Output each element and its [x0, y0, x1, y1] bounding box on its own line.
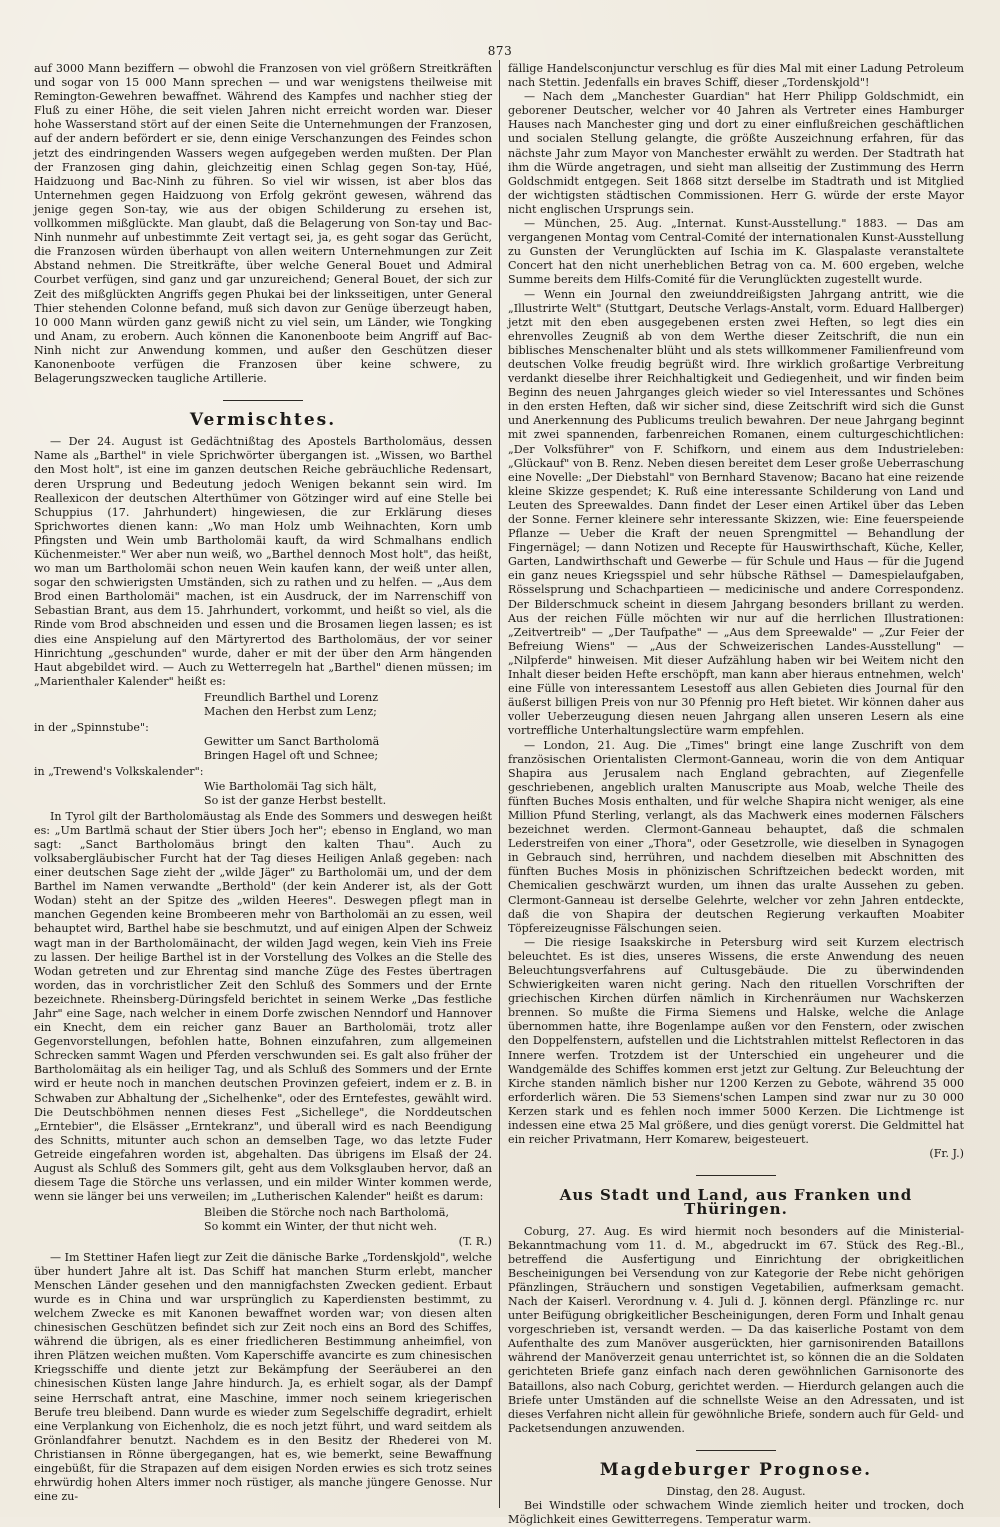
- verse-line: Wie Bartholomäi Tag sich hält,: [204, 779, 377, 793]
- prognose-date: Dinstag, den 28. August.: [666, 1485, 806, 1498]
- article-london-shapira: — London, 21. Aug. Die „Times" bringt eine lange Zuschrift von dem französischen Orientalisten Clermont-Ganneau, worin die von dem Antiquar Shapira aus Jerusalem nach England gebrachten, auf Ziegenfelle geschriebenen, angeblich uralten Manuscripte aus Moab, welche Theile des fünften Buches Mosis enthalten, und für welche Shapira nicht weniger, als eine Million Pfund Sterling, verlangt, als das Machwerk eines modernen Fälschers bezeichnet werden. Clermont-Ganneau behauptet, daß die schmalen Lederstreifen von einer „Thora", oder Gesetzrolle, wie dieselben in Synagogen in Gebrauch sind, herrühren, und nachdem dieselben mit Abschnitten des fünften Buches Mosis in phönizischen Schriftzeichen bedeckt worden, mit Chemicalien geschwärzt wurden, um ihnen das uralte Aussehen zu geben. Clermont-Ganneau ist derselbe Gelehrte, welcher vor zehn Jahren entdeckte, daß die von Shapira der deutschen Regierung verkauften Moabiter Töpfereizeugnisse Fälschungen seien.: [508, 738, 964, 935]
- left-column: [34, 62, 492, 1502]
- article-bartholomaeus: — Der 24. August ist Gedächtnißtag des Apostels Bartholomäus, dessen Name als „Barthel" in viele Sprichwörter übergangen ist. „Wissen, wo Barthel den Most holt", ist eine im ganzen deutschen Reiche gebräuchliche Redensart, deren Ursprung und Bedeutung jedoch Wenigen bekannt sein wird. Im Reallexicon der deutschen Alterthümer von Götzinger wird auf eine Stelle bei Schuppius (17. Jahrhundert) hingewiesen, die zur Erklärung dieses Sprichwortes dienen kann: „Wo man Holz umb Weihnachten, Korn umb Pfingsten und Wein umb Bartholomäi kauft, da wird Schmalhans endlich Küchenmeister." Wer aber nun weiß, wo „Barthel dennoch Most holt", das heißt, wo man um Bartholomäi schon neuen Wein kaufen kann, der weiß unter allen, sogar den schwierigsten Umständen, sich zu rathen und zu helfen. — „Aus dem Brod einen Bartholomäi" machen, ist ein Ausdruck, der im Narrenschiff von Sebastian Brant, aus dem 15. Jahrhundert, vorkommt, und heißt so viel, als die Rinde vom Brod abschneiden und essen und die Brosamen liegen lassen; es ist dies eine Anspielung auf den Märtyrertod des Bartholomäus, der vor seiner Hinrichtung „geschunden" wurde, daher er mit der über den Arm hängenden Haut abgebildet wird. — Auch zu Wetterregeln hat „Barthel" dienen müssen; im „Marienthaler Kalender" heißt es:: [34, 435, 492, 688]
- verse-line: So ist der ganze Herbst bestellt.: [204, 793, 387, 807]
- page-number: 873: [487, 44, 513, 58]
- article-tordenskjold: — Im Stettiner Hafen liegt zur Zeit die dänische Barke „Tordenskjold", welche über hundert Jahre alt ist. Das Schiff hat manchen Sturm erlebt, mancher Menschen Länder gesehen und den mannigfachsten Zwecken gedient. Erbaut wurde es in China und war ursprünglich zu Kaperdiensten bestimmt, zu welchem Zwecke es mit Kanonen bewaffnet worden war; von diesen alten chinesischen Geschützen befindet sich zur Zeit noch eins an Bord des Schiffes, während die übrigen, als es einer friedlicheren Bestimmung anheimfiel, von ihren Plätzen weichen mußten. Vom Kaperschiffe avancirte es zum chinesischen Kriegsschiffe und diente jetzt zur Bekämpfung der Seeräuberei an den chinesischen Küsten lange Jahre hindurch. Ja, es erhielt sogar, als der Dampf seine Herrschaft antrat, eine Maschine, immer noch seinem kriegerischen Berufe treu bleibend. Dann wurde es wieder zum Segelschiffe degradirt, erhielt eine Verplankung von Eichenholz, die es noch jetzt führt, und ward seitdem als Grönlandfahrer benutzt. Nachdem es in den Besitz der Rhederei von M. Christiansen in Rönne übergegangen, hat es, wie bemerkt, seine Bewaffnung eingebüßt, für die Strapazen auf dem eisigen Norden erwies es sich trotz seines ehrwürdig hohen Alters immer noch rüstiger, als manche jüngere Genosse. Nur eine zu-: [34, 1250, 492, 1504]
- section-separator-rule: [696, 1175, 776, 1176]
- section-heading-stadt-und-land: Aus Stadt und Land, aus Franken und Thüringen.: [559, 1186, 913, 1219]
- verse-trewend: [34, 765, 492, 807]
- section-heading-prognose: Magdeburger Prognose.: [599, 1459, 873, 1480]
- article-tordenskjold-continuation: fällige Handelsconjunctur verschlug es für dies Mal mit einer Ladung Petroleum nach Stettin. Jedenfalls ein braves Schiff, dieser „Tordenskjold"!: [508, 62, 964, 90]
- verse-lutherischer-kalender: [34, 1206, 492, 1248]
- column-divider: [499, 60, 500, 1508]
- article-bartholomaeus-customs: In Tyrol gilt der Bartholomäustag als Ende des Sommers und deswegen heißt es: „Um Bartlmä schaut der Stier übers Joch her"; ebenso in England, wo man sagt: „Sanct Bartholomäus bringt den kalten Thau". Auch zu volksabergläubischer Furcht hat der Tag dieses Heiligen Anlaß gegeben: nach einer deutschen Sage zieht der „wilde Jäger" zu Bartholomäi um, und der dem Barthel im Namen verwandte „Berthold" (der kein Anderer ist, als der Gott Wodan) steht an der Spitze des „wilden Heeres". Deswegen pflegt man in manchen Gegenden keine Brombeeren mehr von Bartholomäi an zu essen, weil behauptet wird, Barthel habe sie beschmutzt, und auf einigen Alpen der Schweiz wagt man in der Bartholomäinacht, der wilden Jagd wegen, kein Vieh ins Freie zu lassen. Der heilige Barthel ist in der Vorstellung des Volkes an die Stelle des Wodan getreten und zur Ehrentag sind manche Züge des Festes übertragen worden, das in vorchristlicher Zeit den Schluß des Sommers und der Ernte bezeichnete. Rheinsberg-Düringsfeld berichtet in seinem Werke „Das festliche Jahr" eine Sage, nach welcher in einem Dorfe zwischen Nenndorf und Hannover ein Knecht, dem ein reicher ganz Bauer an Bartholomäi, trotz aller Gegenvorstellungen, befohlen hatte, Bohnen einzufahren, zum allgemeinen Schrecken sammt Wagen und Pferden verschwunden sei. Es galt also früher der Bartholomäitag als ein heiliger Tag, und als Schluß des Sommers und der Ernte wird er heute noch in manchen deutschen Provinzen gefeiert, indem er z. B. in Schwaben zur Abhaltung der „Sichelhenke", oder des Erntefestes, gewählt wird. Die Deutschböhmen nennen dieses Fest „Sichellege", die Norddeutschen „Erntebier", die Elsässer „Erntekranz", und überall wird es nach Beendigung des Schnitts, mitunter auch schon an demselben Tage, wo das letzte Fuder Getreide eingefahren worden ist, abgehalten. Das übrigens im Elsaß der 24. August als Schluß des Sommers gilt, geht aus dem Volksglauben hervor, daß an diesem Tage die Störche uns verlassen, und ein milder Winter kommen werde, wenn sie länger bei uns verweilen; im „Lutherischen Kalender" heißt es darum:: [34, 809, 492, 1204]
- verse-marienthaler: [34, 691, 492, 719]
- verse-line: Bringen Hagel oft und Schnee;: [204, 749, 379, 763]
- section-heading-vermischtes: Vermischtes.: [189, 410, 337, 431]
- section-separator-rule: [696, 1450, 776, 1451]
- verse-line: So kommt ein Winter, der thut nicht weh.: [204, 1220, 438, 1234]
- article-illustrirte-welt: — Wenn ein Journal den zweiunddreißigsten Jahrgang antritt, wie die „Illustrirte Welt" (Stuttgart, Deutsche Verlags-Anstalt, vorm. Eduard Hallberger) jetzt mit den eben ausgegebenen ersten zwei Heften, so legt dies ein ehrenvolles Zeugniß ab von dem Werthe dieser Zeitschrift, die nun ein biblisches Menschenalter blüht und als stets willkommener Familienfreund vom deutschen Volke freudig begrüßt wird. Ihre wirklich großartige Verbreitung verdankt dieselbe ihrer Reichhaltigkeit und Gediegenheit, und wir finden beim Beginn des neuen Jahrganges gleich wieder so viel Interessantes und Schönes in den ersten Heften, daß wir sicher sind, diese Zeitschrift wird sich die Gunst und Anerkennung des Publicums treulich bewahren. Der neue Jahrgang beginnt mit zwei spannenden, farbenreichen Romanen, einem culturgeschichtlichen: „Der Volksführer" von F. Schifkorn, und einem aus dem Industrieleben: „Glückauf" von B. Renz. Neben diesen bereitet dem Leser große Ueberraschung eine Novelle: „Der Diebstahl" von Bernhard Stavenow; Bacano hat eine reizende kleine Skizze gespendet; K. Ruß eine interessante Schilderung von Land und Leuten des Spreewaldes. Dann findet der Leser einen Artikel über das Leben der Sonne. Ferner kleinere sehr interessante Skizzen, wie: Eine feuerspeiende Pflanze — Ueber die Kraft der neuen Sprengmittel — Behandlung der Fingernägel; — dann Notizen und Recepte für Hauswirthschaft, Küche, Keller, Garten, Landwirthschaft und Gewerbe — für Schule und Haus — für die Jugend ein ganz neues Kriegsspiel und sehr hübsche Räthsel — Damespielaufgaben, Rösselsprung und Schachpartieen — medicinische und andere Correspondenz. Der Bilderschmuck scheint in diesem Jahrgang besonders brillant zu werden. Aus der reichen Fülle möchten wir nur auf die herrlichen Illustrationen: „Zeitvertreib" — „Der Taufpathe" — „Aus dem Spreewalde" — „Zur Feier der Befreiung Wiens" — „Aus der Schweizerischen Landes-Ausstellung" — „Nilpferde" hinweisen. Mit dieser Aufzählung haben wir bei Weitem nicht den Inhalt dieser beiden Hefte erschöpft, man kann aber hieraus entnehmen, welch' eine Fülle von interessantem Lesestoff aus allen Gebieten dies Journal für den äußerst billigen Preis von nur 30 Pfennig pro Heft bietet. Wir können daher aus voller Ueberzeugung diesen neuen Jahrgang allen unseren Lesern als eine vortreffliche Unterhaltungslectüre warm empfehlen.: [508, 287, 964, 738]
- article-goldschmidt: — Nach dem „Manchester Guardian" hat Herr Philipp Goldschmidt, ein geborener Deutscher, welcher vor 40 Jahren als Vertreter eines Hamburger Hauses nach Manchester ging und dort zu einer einflußreichen geschäftlichen und socialen Stellung gelangte, die größte Auszeichnung erfahren, für das nächste Jahr zum Mayor von Manchester erwählt zu werden. Der Stadtrath hat ihm die Würde angetragen, und sieht man allseitig der Zustimmung des Herrn Goldschmidt entgegen. Seit 1868 sitzt derselbe im Stadtrath und ist Mitglied der wichtigsten städtischen Commissionen. Herr G. würde der erste Mayor nicht englischen Ursprungs sein.: [508, 90, 964, 216]
- article-isaakskirche: — Die riesige Isaakskirche in Petersburg wird seit Kurzem electrisch beleuchtet. Es ist dies, unseres Wissens, die erste Anwendung des neuen Beleuchtungsverfahrens auf Cultusgebäude. Die zu überwindenden Schwierigkeiten waren nicht gering. Nach den rituellen Vorschriften der griechischen Kirchen dürfen nämlich in Kirchenräumen nur Wachskerzen brennen. So mußte die Firma Siemens und Halske, welche die Anlage übernommen hatte, ihre Bogenlampe außen vor den Fenstern, oder zwischen den Doppelfenstern, aufstellen und die Lichtstrahlen mittelst Reflectoren in das Innere werfen. Trotzdem ist der Unterschied ein ungeheurer und die Wandgemälde des Schiffes kommen erst jetzt zur Geltung. Zur Beleuchtung der Kirche standen nämlich bisher nur 1200 Kerzen zu Gebote, während 35 000 erforderlich wären. Die 53 Siemens'schen Lampen sind zwar nur zu 30 000 Kerzen stark und es fehlen noch immer 5000 Kerzen. Die Lichtmenge ist indessen eine etwa 25 Mal größere, und dies genügt vorerst. Die Geldmittel hat ein reicher Privatmann, Herr Komarew, beigesteuert.: [508, 935, 964, 1147]
- verse-line: Machen den Herbst zum Lenz;: [204, 705, 377, 719]
- article-muenchen-kunstausstellung: — München, 25. Aug. „Internat. Kunst-Ausstellung." 1883. — Das am vergangenen Montag vom Central-Comité der internationalen Kunst-Ausstellung zu Gunsten der Verunglückten auf Ischia im K. Glaspalaste veranstaltete Concert hat den nicht unerheblichen Betrag von ca. M. 600 ergeben, welche Summe bereits dem Hilfs-Comité für die Verunglückten zugestellt wurde.: [508, 217, 964, 287]
- article-coburg: Coburg, 27. Aug. Es wird hiermit noch besonders auf die Ministerial-Bekanntmachung vom 11. d. M., abgedruckt im 67. Stück des Reg.-Bl., betreffend die Ausfertigung und Einrichtung der obrigkeitlichen Bescheinigungen bei Versendung von zur Kategorie der Rebe nicht gehörigen Pfänzlingen, Sträuchern und sonstigen Vegetabilien, aufmerksam gemacht. Nach der Kaiserl. Verordnung v. 4. Juli d. J. können dergl. Pfänzlinge rc. nur unter Beifügung obrigkeitlicher Bescheinigungen, deren Form und Inhalt genau vorgeschrieben ist, versandt werden. — Da das kaiserliche Postamt von dem Aufenthalte des zum Manöver ausgerückten, hier garnisonirenden Bataillons während der Manöverzeit genau unterrichtet ist, so können die an die Soldaten gerichteten Briefe ganz einfach nach deren gewöhnlichen Garnisonorte des Bataillons, also nach Coburg, gerichtet werden. — Hierdurch gelangen auch die Briefe unter Umständen auf die schnellste Weise an den Adressaten, und ist dieses Verfahren nicht allein für gewöhnliche Briefe, sondern auch für Geld- und Packetsendungen anzuwenden.: [508, 1224, 964, 1435]
- article-signature: (Fr. J.): [929, 1147, 964, 1161]
- verse-line: Freundlich Barthel und Lorenz: [204, 690, 379, 704]
- article-signature: (T. R.): [458, 1234, 492, 1248]
- verse-intro: in „Trewend's Volkskalender":: [34, 765, 204, 779]
- verse-line: Bleiben die Störche noch nach Bartholomä,: [204, 1206, 449, 1220]
- article-weather-forecast: Bei Windstille oder schwachem Winde ziemlich heiter und trocken, doch Möglichkeit eines Gewitterregens. Temperatur warm.: [508, 1499, 964, 1527]
- article-continuation-tongking: auf 3000 Mann beziffern — obwohl die Franzosen von viel größern Streitkräften und sogar von 15 000 Mann sprechen — und war wenigstens theilweise mit Remington-Gewehren bewaffnet. Während des Kampfes und nachher stieg der Fluß zu einer Höhe, die seit vielen Jahren nicht erreicht worden war. Dieser hohe Wasserstand stört auf der einen Seite die Unternehmungen der Franzosen, auf der andern befördert er sie, denn einige Verschanzungen des Feindes schon jetzt des eindringenden Wassers wegen aufgegeben werden mußten. Der Plan der Franzosen ging dahin, gleichzeitig einen Schlag gegen Son-tay, Hüé, Haidzuong und Bac-Ninh zu führen. So viel wir wissen, ist aber blos das Unternehmen gegen Haidzuong von Erfolg gekrönt gewesen, während das jenige gegen Son-tay, wie aus der obigen Schilderung zu ersehen ist, vollkommen mißglückte. Man glaubt, daß die Belagerung von Son-tay und Bac-Ninh nunmehr auf unbestimmte Zeit vertagt sei, ja, es geht sogar das Gerücht, die Franzosen würden überhaupt von allen weitern Unternehmungen zur Zeit Abstand nehmen. Die Streitkräfte, über welche General Bouet und Admiral Courbet verfügen, sind ganz und gar unzureichend; General Bouet, der sich zur Zeit des mißglückten Angriffs gegen Phukai bei der linksseitigen, unter General Thier stehenden Colonne befand, muß sich davon zur Genüge überzeugt haben, 10 000 Mann würden ganz gewiß nicht zu viel sein, um Länder, wie Tongking und Anam, zu erobern. Auch können die Kanonenboote beim Angriff auf Bac-Ninh nicht zur Anwendung kommen, und außer den Geschützen dieser Kanonenboote verfügen die Franzosen über keine schwere, zu Belagerungszwecken taugliche Artillerie.: [34, 62, 492, 386]
- verse-intro: in der „Spinnstube":: [34, 721, 149, 735]
- section-separator-rule: [223, 400, 303, 401]
- right-column: [508, 62, 964, 1527]
- verse-spinnstube: [34, 721, 492, 763]
- verse-line: Gewitter um Sanct Bartholomä: [204, 735, 380, 749]
